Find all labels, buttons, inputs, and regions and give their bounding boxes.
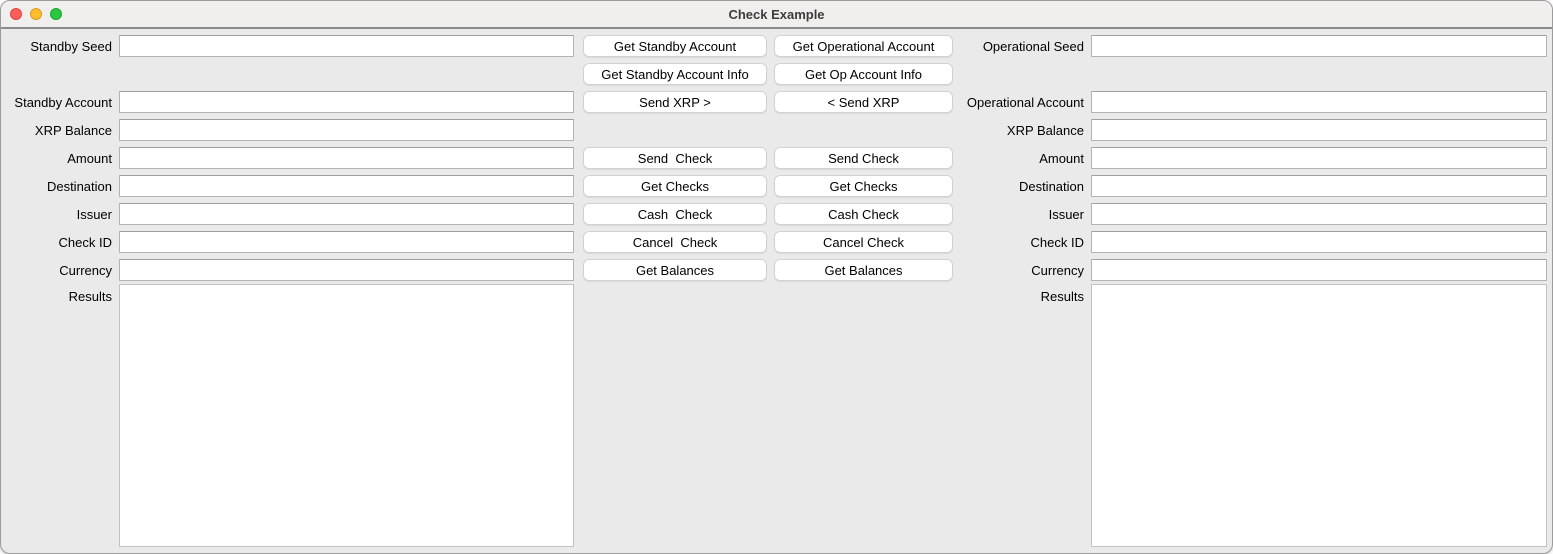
cash-check-standby-button[interactable]: Cash Check	[583, 203, 767, 225]
get-standby-account-info-button[interactable]: Get Standby Account Info	[583, 63, 767, 85]
operational-destination-input[interactable]	[1091, 175, 1547, 197]
standby-destination-label: Destination	[46, 178, 112, 194]
get-balances-op-button[interactable]: Get Balances	[774, 259, 953, 281]
get-operational-account-button[interactable]: Get Operational Account	[774, 35, 953, 57]
standby-currency-label: Currency	[59, 262, 112, 278]
cancel-check-standby-button[interactable]: Cancel Check	[583, 231, 767, 253]
operational-account-input[interactable]	[1091, 91, 1547, 113]
standby-check-id-input[interactable]	[119, 231, 574, 253]
zoom-button[interactable]	[50, 8, 62, 20]
standby-xrp-balance-input[interactable]	[119, 119, 574, 141]
send-xrp-left-button[interactable]: < Send XRP	[774, 91, 953, 113]
operational-account-label: Operational Account	[966, 94, 1084, 110]
close-button[interactable]	[10, 8, 22, 20]
standby-currency-input[interactable]	[119, 259, 574, 281]
cancel-check-op-button[interactable]: Cancel Check	[774, 231, 953, 253]
standby-amount-label: Amount	[67, 150, 112, 166]
standby-issuer-label: Issuer	[76, 206, 112, 222]
operational-currency-input[interactable]	[1091, 259, 1547, 281]
standby-destination-input[interactable]	[119, 175, 574, 197]
standby-amount-input[interactable]	[119, 147, 574, 169]
operational-issuer-input[interactable]	[1091, 203, 1547, 225]
operational-results-area[interactable]	[1091, 284, 1547, 547]
standby-seed-input[interactable]	[119, 35, 574, 57]
send-check-standby-button[interactable]: Send Check	[583, 147, 767, 169]
operational-issuer-label: Issuer	[1048, 206, 1084, 222]
get-op-account-info-button[interactable]: Get Op Account Info	[774, 63, 953, 85]
get-checks-standby-button[interactable]: Get Checks	[583, 175, 767, 197]
operational-amount-label: Amount	[1039, 150, 1084, 166]
operational-destination-label: Destination	[1018, 178, 1084, 194]
standby-xrp-balance-label: XRP Balance	[34, 122, 112, 138]
minimize-button[interactable]	[30, 8, 42, 20]
operational-xrp-balance-input[interactable]	[1091, 119, 1547, 141]
get-standby-account-button[interactable]: Get Standby Account	[583, 35, 767, 57]
standby-account-label: Standby Account	[14, 94, 112, 110]
standby-results-label: Results	[68, 289, 112, 304]
titlebar[interactable]	[1, 1, 1552, 29]
standby-results-area[interactable]	[119, 284, 574, 547]
operational-check-id-label: Check ID	[1030, 234, 1084, 250]
window-title: Check Example	[728, 7, 825, 22]
operational-seed-input[interactable]	[1091, 35, 1547, 57]
standby-check-id-label: Check ID	[58, 234, 112, 250]
send-check-op-button[interactable]: Send Check	[774, 147, 953, 169]
standby-account-input[interactable]	[119, 91, 574, 113]
operational-xrp-balance-label: XRP Balance	[1006, 122, 1084, 138]
get-balances-standby-button[interactable]: Get Balances	[583, 259, 767, 281]
standby-issuer-input[interactable]	[119, 203, 574, 225]
operational-results-label: Results	[1040, 289, 1084, 304]
get-checks-op-button[interactable]: Get Checks	[774, 175, 953, 197]
cash-check-op-button[interactable]: Cash Check	[774, 203, 953, 225]
form-content	[1, 29, 1552, 547]
traffic-lights	[10, 8, 62, 20]
operational-amount-input[interactable]	[1091, 147, 1547, 169]
standby-seed-label: Standby Seed	[30, 38, 112, 54]
operational-check-id-input[interactable]	[1091, 231, 1547, 253]
operational-currency-label: Currency	[1031, 262, 1084, 278]
operational-seed-label: Operational Seed	[982, 38, 1084, 54]
send-xrp-right-button[interactable]: Send XRP >	[583, 91, 767, 113]
